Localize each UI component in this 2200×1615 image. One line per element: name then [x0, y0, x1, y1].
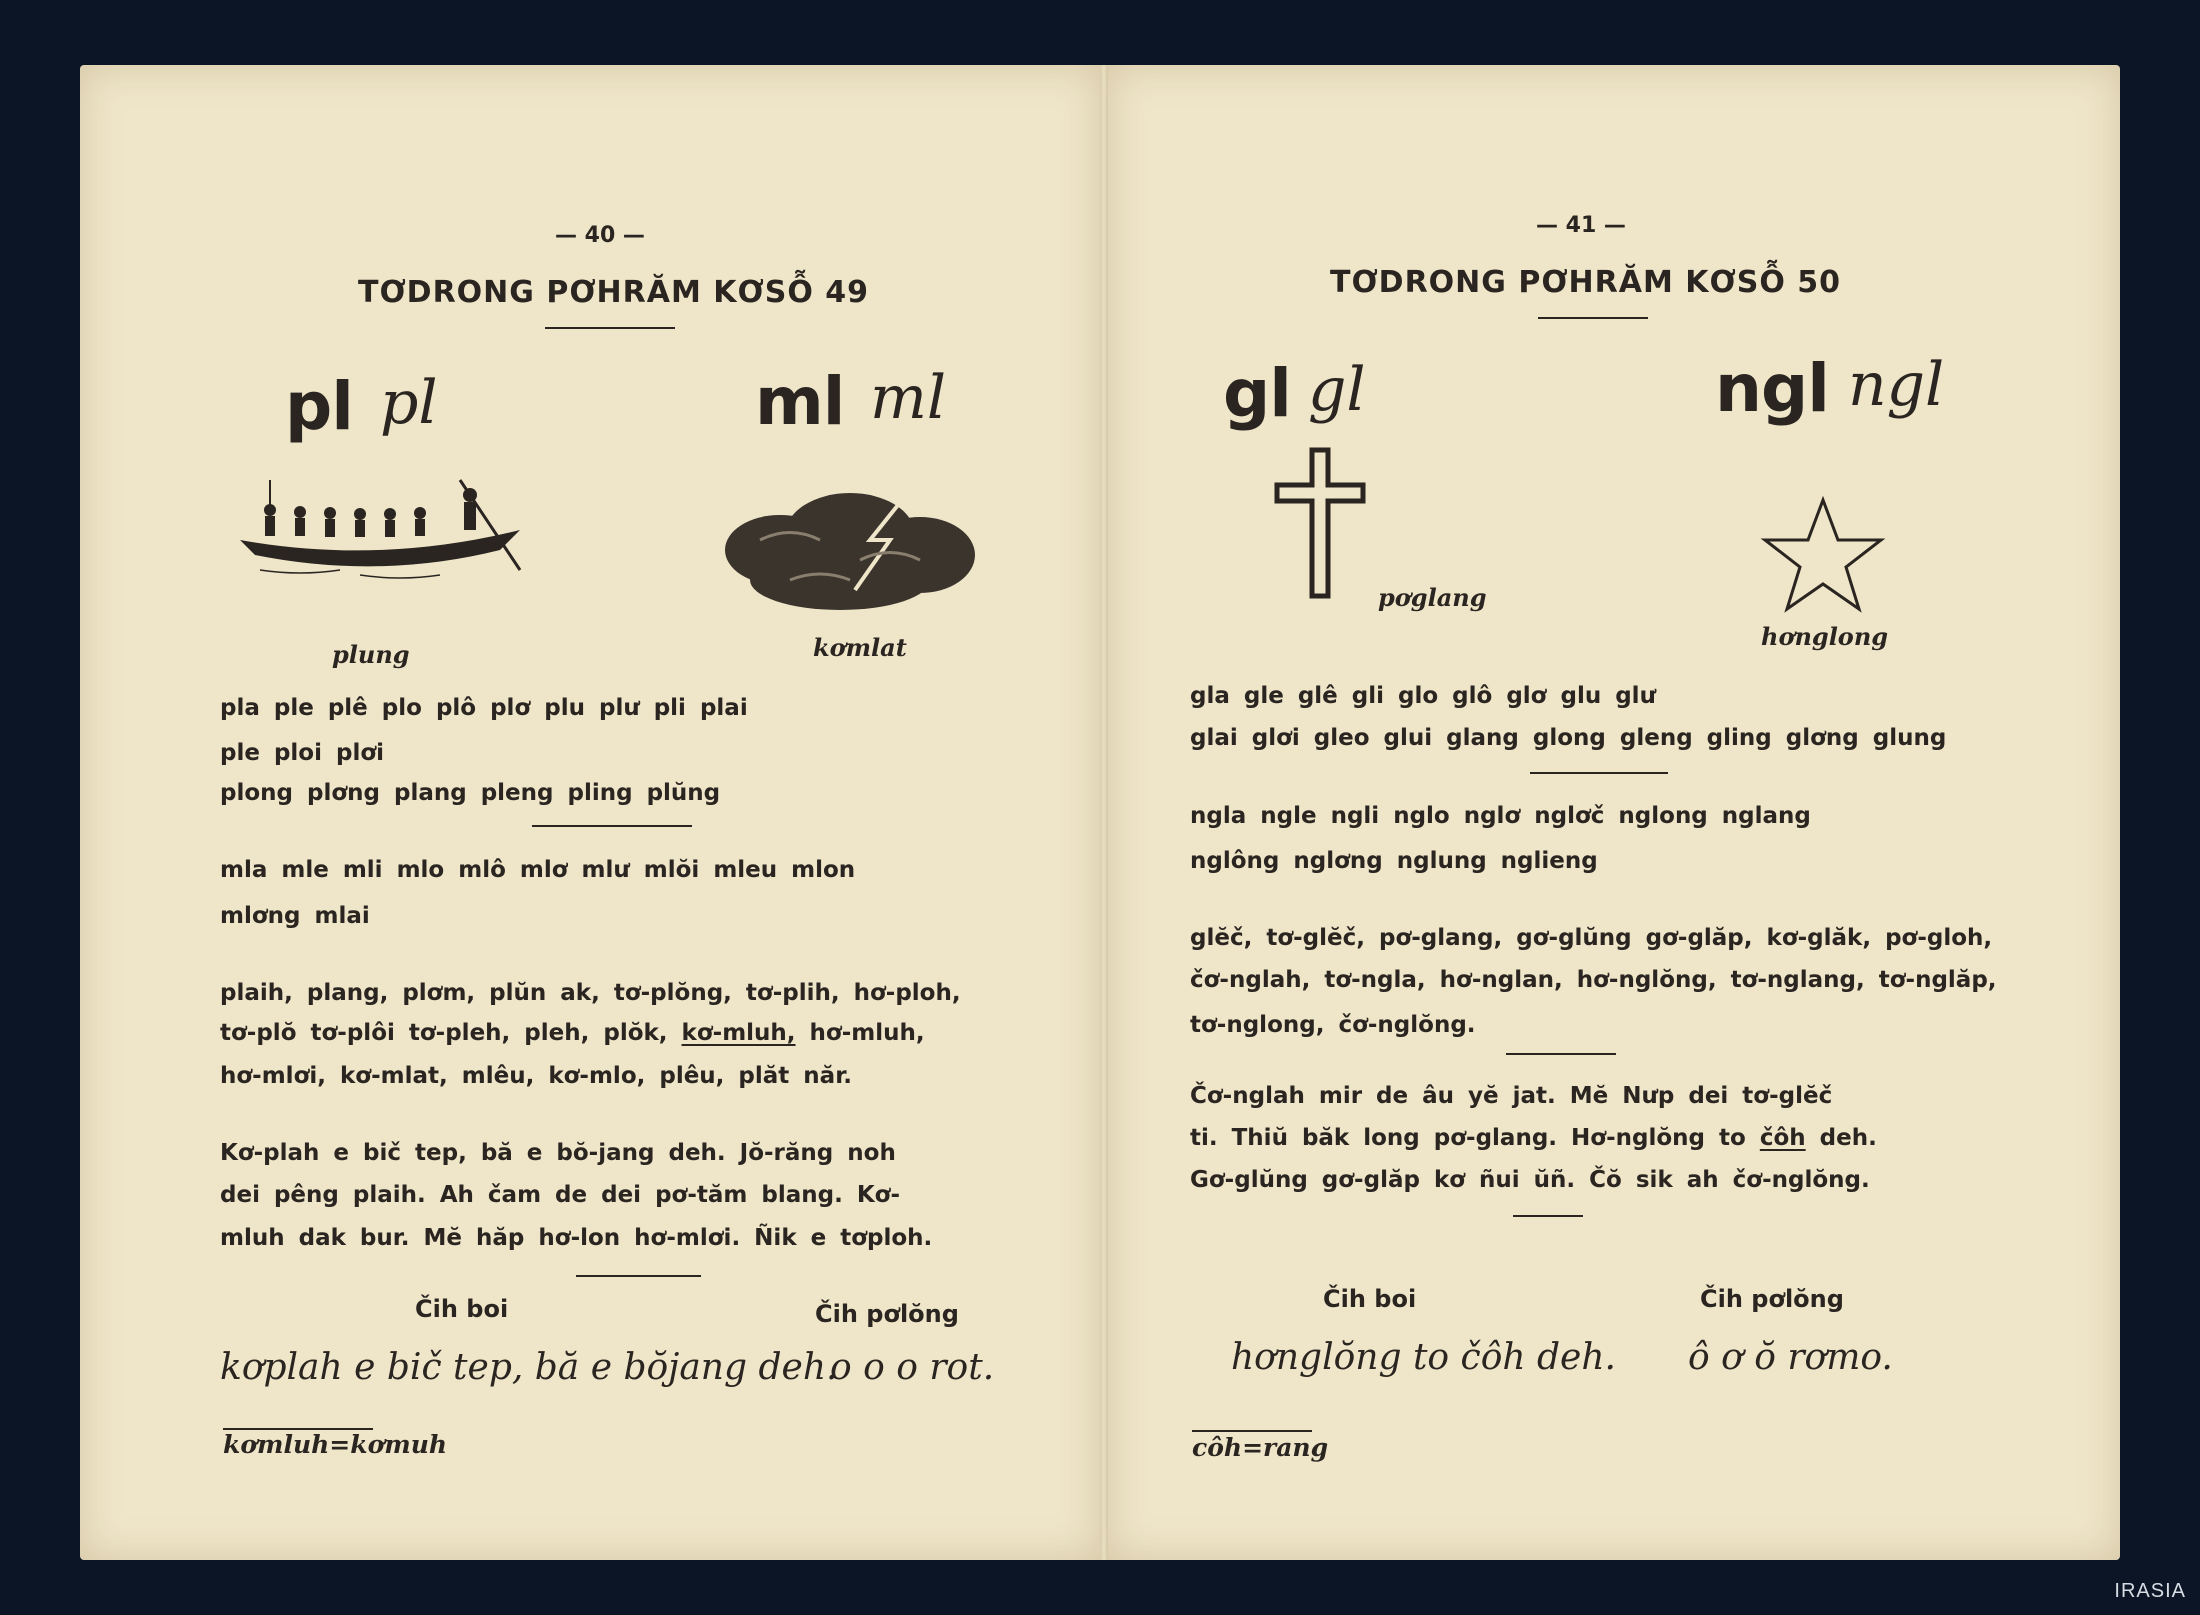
word-line: čơ-nglah, tơ-ngla, hơ-nglan, hơ-nglŏng, tơ-nglang, tơ-nglăp, [1190, 967, 1997, 993]
syllable-line: ngla ngle ngli nglo nglơ nglơč nglong nglang [1190, 803, 1811, 829]
sentence-line: Čơ-nglah mir de âu yĕ jat. Mĕ Nưp dei tơ-glĕč [1190, 1083, 1833, 1109]
syllable-line: glai glơi gleo glui glang glong gleng gling glơng glung [1190, 725, 1947, 751]
caption-komlat: kơmlat [813, 633, 907, 662]
syllable-line: nglông nglơng nglung nglieng [1190, 848, 1598, 874]
letter-ml-script: ml [870, 363, 947, 433]
letter-ml-print: ml [755, 363, 845, 440]
title-rule [1538, 317, 1648, 319]
lesson-title: TƠDRONG PƠHRĂM KƠSỖ 50 [1330, 265, 1842, 300]
word-line: tơ-nglong, čơ-nglŏng. [1190, 1012, 1476, 1038]
page-number: — 40 — [555, 223, 645, 248]
boat-illustration [230, 450, 530, 600]
footnote-rule [1192, 1430, 1312, 1432]
section-rule [1506, 1053, 1616, 1055]
word-line: plaih, plang, plơm, plŭn ak, tơ-plŏng, tơ-plih, hơ-ploh, [220, 980, 961, 1006]
left-page [80, 65, 1100, 1560]
handwriting-letters: o o o rot. [830, 1347, 995, 1388]
sentence-line: Gơ-glŭng gơ-glăp kơ ñui ŭñ. Čŏ sik ah čơ-nglŏng. [1190, 1167, 1870, 1193]
star-icon [1760, 495, 1886, 615]
sentence-line: dei pêng plaih. Ah čam de dei pơ-tăm blang. Kơ- [220, 1182, 900, 1208]
sentence-line: mluh dak bur. Mĕ hăp hơ-lon hơ-mlơi. Ñik e tơploh. [220, 1225, 933, 1251]
lesson-title: TƠDRONG PƠHRĂM KƠSỖ 49 [358, 275, 870, 310]
cross-icon [1270, 445, 1370, 605]
cih-polong-heading: Čih pơlŏng [815, 1300, 959, 1328]
storm-cloud-illustration [720, 480, 990, 630]
word-line: glĕč, tơ-glĕč, pơ-glang, gơ-glŭng gơ-glăp, kơ-glăk, pơ-gloh, [1190, 925, 1993, 951]
letter-gl-script: gl [1308, 355, 1366, 425]
watermark: IRASIA [2114, 1580, 2186, 1602]
handwriting-sentence: kơplah e bič tep, bă e bŏjang deh. [220, 1347, 838, 1388]
caption-poglang: pơglang [1378, 583, 1487, 612]
letter-gl-print: gl [1223, 355, 1291, 432]
word-line: hơ-mlơi, kơ-mlat, mlêu, kơ-mlo, plêu, plăt năr. [220, 1063, 852, 1089]
syllable-line: mla mle mli mlo mlô mlơ mlư mlŏi mleu mlon [220, 857, 856, 883]
letter-ngl-script: ngl [1848, 350, 1945, 420]
title-rule [545, 327, 675, 329]
section-rule [1530, 772, 1668, 774]
letter-ngl-print: ngl [1715, 350, 1829, 427]
cih-boi-heading: Čih boi [415, 1295, 509, 1323]
syllable-line: ple ploi plơi [220, 740, 385, 766]
letter-pl-script: pl [380, 368, 438, 438]
section-rule [1513, 1215, 1583, 1217]
syllable-line: mlơng mlai [220, 903, 370, 929]
section-rule [532, 825, 692, 827]
handwriting-sentence: hơnglŏng to čôh deh. [1231, 1337, 1616, 1378]
right-page [1108, 65, 2120, 1560]
letter-pl-print: pl [285, 368, 353, 445]
syllable-line: gla gle glê gli glo glô glơ glu glư [1190, 683, 1656, 709]
footnote: kơmluh=kơmuh [223, 1430, 448, 1459]
cih-boi-heading: Čih boi [1323, 1285, 1417, 1313]
caption-honglong: hơnglong [1761, 622, 1889, 651]
handwriting-letters: ô ơ ŏ rơmo. [1688, 1337, 1893, 1378]
syllable-line: pla ple plê plo plô plơ plu plư pli plai [220, 695, 748, 721]
sentence-line: Kơ-plah e bič tep, bă e bŏ-jang deh. Jŏ-răng noh [220, 1140, 896, 1166]
cih-polong-heading: Čih pơlŏng [1700, 1285, 1844, 1313]
caption-plung: plung [332, 640, 410, 669]
page-number: — 41 — [1536, 213, 1626, 238]
syllable-line: plong plơng plang pleng pling plŭng [220, 780, 721, 806]
footnote: côh=rang [1192, 1433, 1329, 1462]
sentence-line: ti. Thiŭ băk long pơ-glang. Hơ-nglŏng to čôh deh. [1190, 1125, 1877, 1151]
section-rule [576, 1275, 701, 1277]
word-line: tơ-plŏ tơ-plôi tơ-pleh, pleh, plŏk, kơ-mluh, hơ-mluh, [220, 1020, 925, 1046]
